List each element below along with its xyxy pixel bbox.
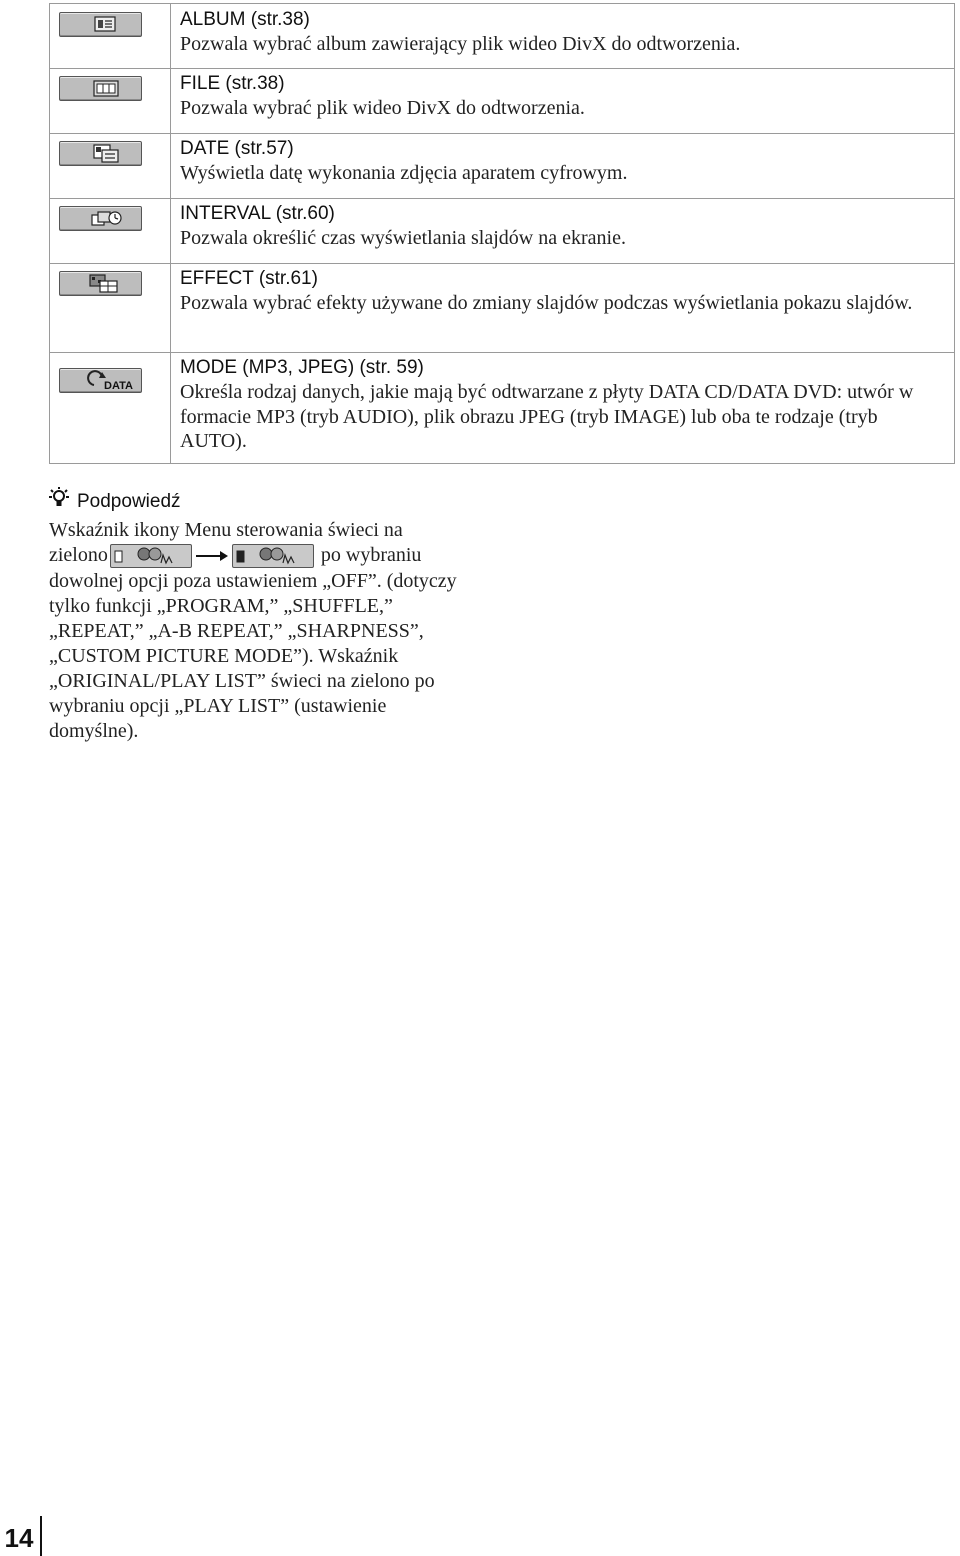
row-description: Pozwala wybrać efekty używane do zmiany slajdów podczas wyświetlania pokazu slajdów.	[180, 292, 913, 314]
tip-text	[49, 518, 479, 744]
text-cell	[180, 202, 944, 251]
row-description: Określa rodzaj danych, jakie mają być odtwarzane z płyty DATA CD/DATA DVD: utwór w formacie MP3 (tryb AUDIO), plik obrazu JPEG (tryb IMAGE) lub oba te rodzaje (tryb AUTO).	[180, 381, 914, 452]
tip-rest: dowolnej opcji poza ustawieniem „OFF”. (dotyczy tylko funkcji „PROGRAM,” „SHUFFLE,” „REPEAT,” „A-B REPEAT,” „SHARPNESS”, „CUSTOM PICTURE MODE”). Wskaźnik „ORIGINAL/PLAY LIST” świeci na zielono po wybraniu opcji „PLAY LIST” (ustawienie domyślne).	[49, 569, 457, 742]
icon-cell	[50, 133, 170, 198]
page-number	[0, 1522, 38, 1555]
table-row-file	[50, 68, 954, 134]
tip-after-icons: po wybraniu	[320, 544, 422, 566]
data-mode-icon	[59, 368, 142, 393]
table-row-album	[50, 4, 954, 69]
table-row-date	[50, 133, 954, 199]
date-icon	[59, 141, 142, 166]
row-title: FILE (str.38)	[180, 73, 285, 94]
table-row-mode	[50, 352, 954, 464]
row-description: Pozwala wybrać plik wideo DivX do odtworzenia.	[180, 97, 585, 119]
row-title: MODE (MP3, JPEG) (str. 59)	[180, 357, 424, 378]
file-film-icon	[59, 76, 142, 101]
row-title: INTERVAL (str.60)	[180, 203, 335, 224]
tip-zielono: zielono	[49, 544, 108, 566]
row-title: EFFECT (str.61)	[180, 268, 318, 289]
text-cell	[180, 267, 944, 316]
text-cell	[180, 356, 944, 454]
table-row-effect	[50, 263, 954, 353]
control-menu-icon-off	[110, 544, 192, 568]
album-icon	[59, 12, 142, 37]
row-title: DATE (str.57)	[180, 138, 294, 159]
tip-title: Podpowiedź	[77, 491, 181, 512]
icon-cell	[50, 198, 170, 263]
icon-cell	[50, 263, 170, 352]
row-description: Pozwala określić czas wyświetlania slajdów na ekranie.	[180, 227, 626, 249]
effect-icon	[59, 271, 142, 296]
page-number-bar	[40, 1516, 42, 1556]
icon-cell	[50, 68, 170, 133]
row-description: Wyświetla datę wykonania zdjęcia aparatem cyfrowym.	[180, 162, 628, 184]
row-description: Pozwala wybrać album zawierający plik wideo DivX do odtworzenia.	[180, 33, 741, 55]
arrow-right-icon	[194, 544, 230, 569]
data-mode-icon-label: DATA	[104, 380, 133, 392]
text-cell	[180, 137, 944, 186]
control-menu-icon-on	[232, 544, 314, 568]
table-row-interval	[50, 198, 954, 264]
interval-icon	[59, 206, 142, 231]
row-title: ALBUM (str.38)	[180, 9, 310, 30]
tip-line-2	[49, 543, 479, 569]
icon-cell	[50, 4, 170, 68]
tip-heading	[49, 486, 479, 518]
options-table	[49, 3, 955, 464]
text-cell	[180, 8, 944, 57]
lightbulb-icon	[49, 486, 69, 518]
text-cell	[180, 72, 944, 121]
tip-section	[49, 486, 479, 744]
page-number-text: 14	[4, 1523, 34, 1553]
icon-cell	[50, 352, 170, 464]
tip-line-1: Wskaźnik ikony Menu sterowania świeci na	[49, 519, 403, 541]
